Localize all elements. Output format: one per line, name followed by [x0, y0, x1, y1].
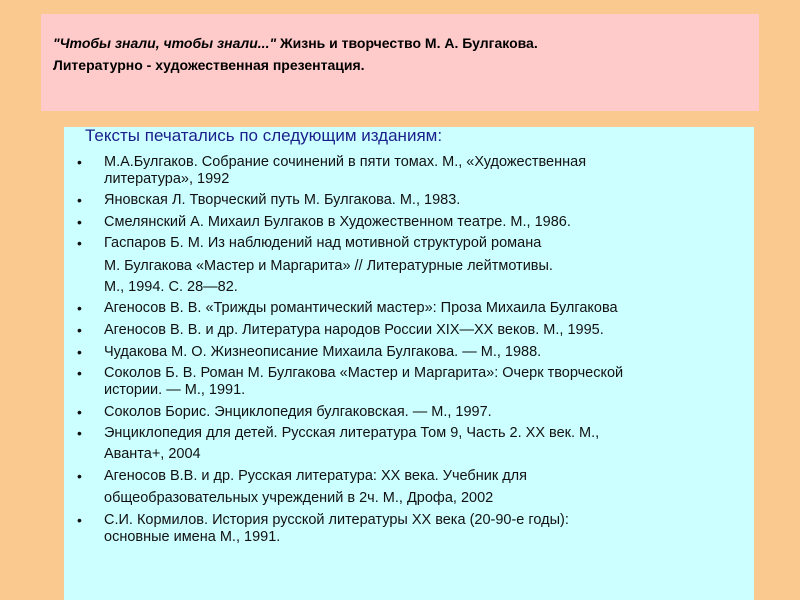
list-item-text: литература», 1992 — [104, 171, 230, 187]
list-item-text: Агеносов В.В. и др. Русская литература: XX века. Учебник для — [104, 468, 527, 484]
list-item-text: Чудакова М. О. Жизнеописание Михаила Булгакова. — М., 1988. — [104, 344, 542, 360]
list-item-text: истории. — М., 1991. — [104, 382, 246, 398]
title-quote: "Чтобы знали, чтобы знали..." — [53, 35, 277, 51]
bullet-marker: • — [77, 512, 82, 528]
title-line-2: Литературно - художественная презентация. — [53, 57, 365, 73]
list-item-text: Агеносов В. В. «Трижды романтический мастер»: Проза Михаила Булгакова — [104, 300, 618, 316]
bullet-marker: • — [77, 154, 82, 170]
list-item-text: Агеносов В. В. и др. Литература народов России XIX—XX веков. М., 1995. — [104, 322, 604, 338]
list-item-text: Энциклопедия для детей. Русская литература Том 9, Часть 2. XX век. М., — [104, 425, 600, 441]
list-item-text: общеобразовательных учреждений в 2ч. М., Дрофа, 2002 — [104, 490, 494, 506]
bullet-marker: • — [77, 235, 82, 251]
title-subject: Жизнь и творчество М. А. Булгакова. — [276, 35, 538, 51]
list-item-text: Яновская Л. Творческий путь М. Булгакова. М., 1983. — [104, 192, 461, 208]
list-item-text: Гаспаров Б. М. Из наблюдений над мотивной структурой романа — [104, 235, 542, 251]
list-item-text: М., 1994. С. 28—82. — [104, 279, 238, 295]
sources-heading: Тексты печатались по следующим изданиям: — [85, 126, 443, 145]
bullet-marker: • — [77, 300, 82, 316]
list-item-text: Смелянский А. Михаил Булгаков в Художественном театре. М., 1986. — [104, 214, 571, 230]
bullet-marker: • — [77, 344, 82, 360]
list-item-text: Аванта+, 2004 — [104, 446, 201, 462]
list-item-text: М. Булгакова «Мастер и Маргарита» // Литературные лейтмотивы. — [104, 258, 553, 274]
list-item-text: основные имена М., 1991. — [104, 529, 281, 545]
bullet-marker: • — [77, 322, 82, 338]
bullet-marker: • — [77, 214, 82, 230]
bullet-marker: • — [77, 425, 82, 441]
list-item-text: С.И. Кормилов. История русской литературы XX века (20-90-е годы): — [104, 512, 569, 528]
bullet-marker: • — [77, 192, 82, 208]
bullet-marker: • — [77, 468, 82, 484]
bullet-marker: • — [77, 365, 82, 381]
list-item-text: Соколов Борис. Энциклопедия булгаковская. — М., 1997. — [104, 404, 492, 420]
list-item-text: Соколов Б. В. Роман М. Булгакова «Мастер и Маргарита»: Очерк творческой — [104, 365, 624, 381]
bullet-marker: • — [77, 404, 82, 420]
list-item-text: М.А.Булгаков. Собрание сочинений в пяти томах. М., «Художественная — [104, 154, 587, 170]
